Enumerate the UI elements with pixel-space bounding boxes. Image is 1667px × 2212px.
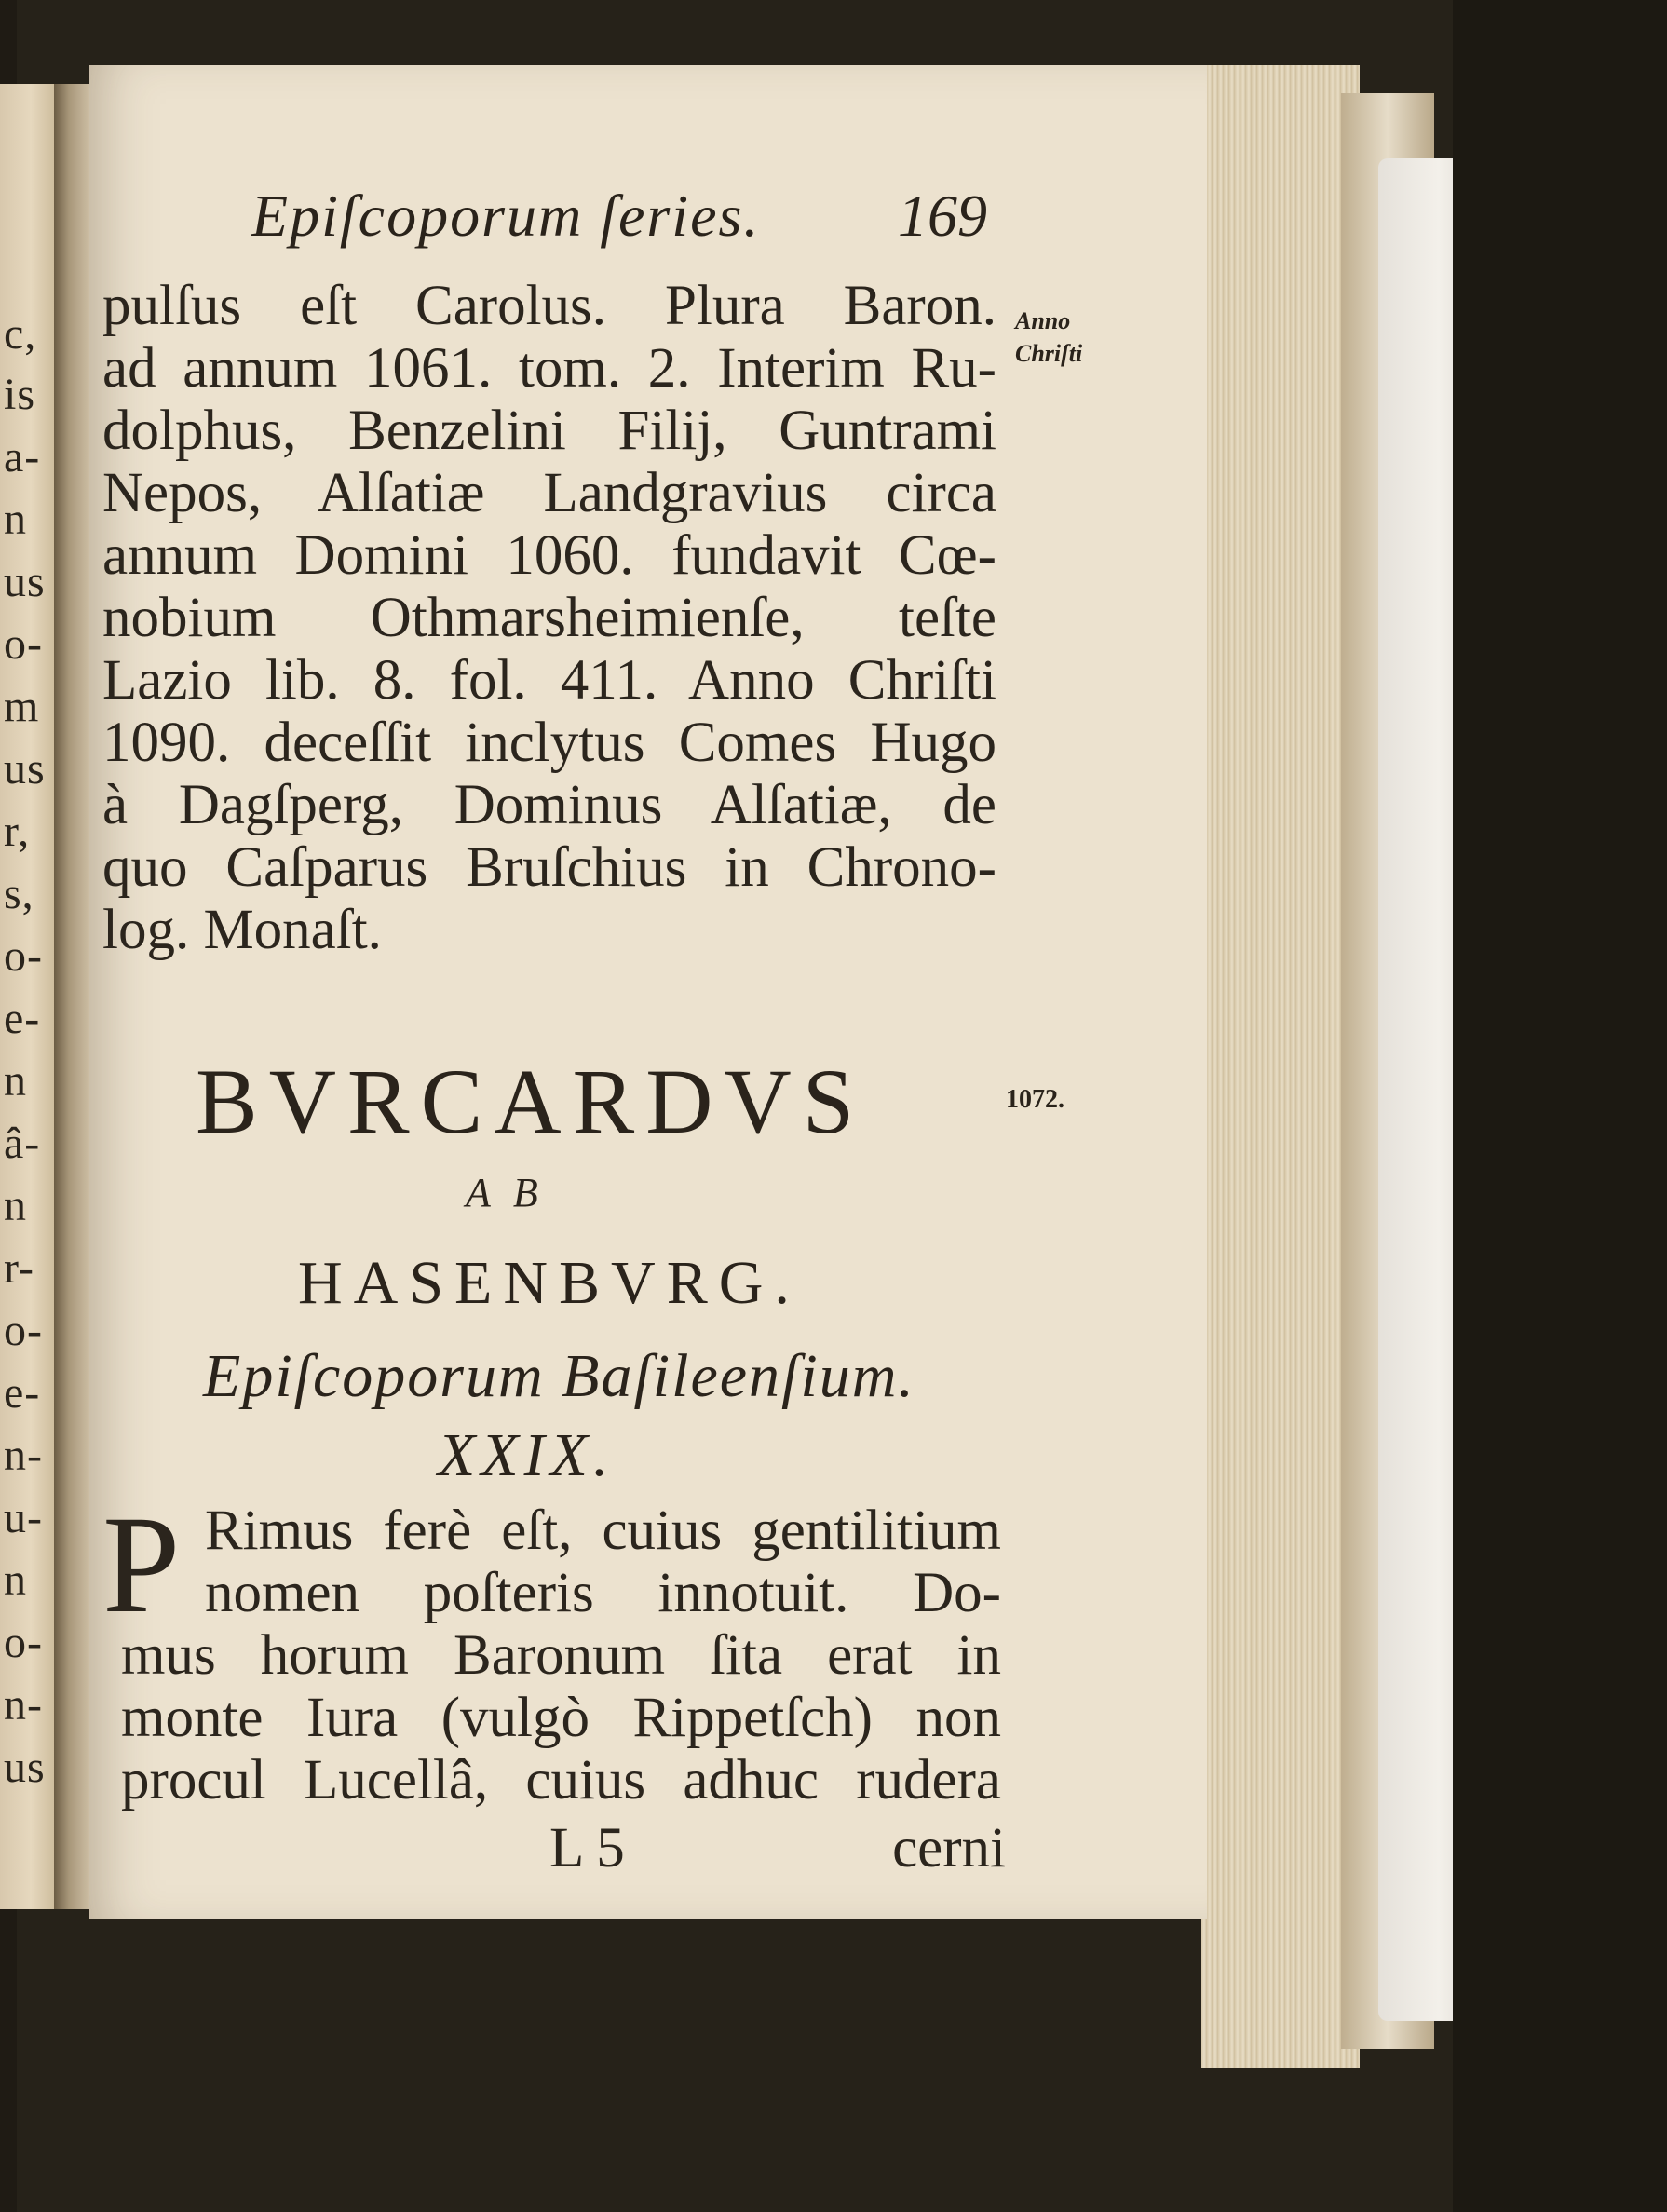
page-header xyxy=(251,182,987,265)
text-line: dolphus, Benzelini Filij, Guntrami xyxy=(102,400,996,462)
left-fragment: us xyxy=(4,557,46,606)
left-fragment: o- xyxy=(4,931,43,981)
left-fragment: e- xyxy=(4,1368,41,1418)
text-line: 1090. deceſſit inclytus Comes Hugo xyxy=(102,712,996,774)
paragraph-1 xyxy=(102,275,996,961)
left-fragment: n xyxy=(4,1181,27,1230)
left-fragment: n xyxy=(4,1056,27,1106)
text-line: Lazio lib. 8. fol. 411. Anno Chriſti xyxy=(102,649,996,712)
section-heading-place: HASENBVRG. xyxy=(298,1249,801,1317)
text-line: nomen poſteris innotuit. Do- xyxy=(205,1562,1001,1624)
margin-note-anno: Anno xyxy=(1015,307,1071,334)
catchword: cerni xyxy=(892,1817,1006,1880)
left-fragment: o- xyxy=(4,1618,43,1667)
page-footer xyxy=(549,1816,1006,1891)
text-line: Rimus ferè eſt, cuius gentilitium xyxy=(205,1500,1001,1562)
left-fragment: is xyxy=(4,370,36,419)
text-line: annum Domini 1060. fundavit Cœ- xyxy=(102,524,996,587)
section-heading-name: BVRCARDVS xyxy=(196,1050,866,1153)
left-fragment: c, xyxy=(4,309,37,359)
left-fragment: a- xyxy=(4,432,41,482)
left-fragment: n xyxy=(4,1555,27,1605)
page-block-edges xyxy=(1201,65,1360,2068)
margin-note-year: 1072. xyxy=(1006,1085,1064,1114)
text-line: à Dagſperg, Dominus Alſatiæ, de xyxy=(102,774,996,836)
left-fragment: s, xyxy=(4,869,34,918)
section-number: XXIX. xyxy=(438,1421,615,1489)
left-fragment: n- xyxy=(4,1431,43,1480)
text-line: procul Lucellâ, cuius adhuc rudera xyxy=(121,1749,1001,1812)
text-line: nobium Othmarsheimienſe, teſte xyxy=(102,587,996,649)
left-fragment: us xyxy=(4,1743,46,1792)
section-heading-ab: AB xyxy=(466,1170,561,1215)
text-line: quo Caſparus Bruſchius in Chrono- xyxy=(102,836,996,899)
left-fragment: m xyxy=(4,682,40,731)
text-line: Nepos, Alſatiæ Landgravius circa xyxy=(102,462,996,524)
left-fragment: n xyxy=(4,495,27,544)
text-line: ad annum 1061. tom. 2. Interim Ru- xyxy=(102,337,996,400)
margin-note-christi: Chriſti xyxy=(1015,340,1083,367)
left-fragment: r- xyxy=(4,1243,35,1293)
signature-mark: L 5 xyxy=(549,1817,625,1880)
left-fragment: u- xyxy=(4,1493,43,1542)
left-fragment: o- xyxy=(4,1306,43,1355)
section-subtitle: Epiſcoporum Baſileenſium. xyxy=(203,1342,915,1410)
drop-cap: P xyxy=(102,1487,181,1642)
left-fragment: r, xyxy=(4,807,31,856)
left-fragment: â- xyxy=(4,1119,41,1168)
left-fragment: e- xyxy=(4,994,41,1043)
facing-page-edge xyxy=(0,84,56,1909)
running-title: Epiſcoporum ſeries. xyxy=(251,183,761,249)
paragraph-2 xyxy=(121,1500,1001,1812)
background-right xyxy=(1453,0,1667,2212)
text-line: log. Monaſt. xyxy=(102,899,382,961)
left-fragment: us xyxy=(4,744,46,794)
text-line: pulſus eſt Carolus. Plura Baron. xyxy=(102,275,996,337)
left-fragment: o- xyxy=(4,619,43,669)
text-line: monte Iura (vulgò Rippetſch) non xyxy=(121,1687,1001,1749)
left-fragment: n- xyxy=(4,1680,43,1730)
page-number: 169 xyxy=(898,183,987,249)
text-line: mus horum Baronum ſita erat in xyxy=(121,1624,1001,1687)
